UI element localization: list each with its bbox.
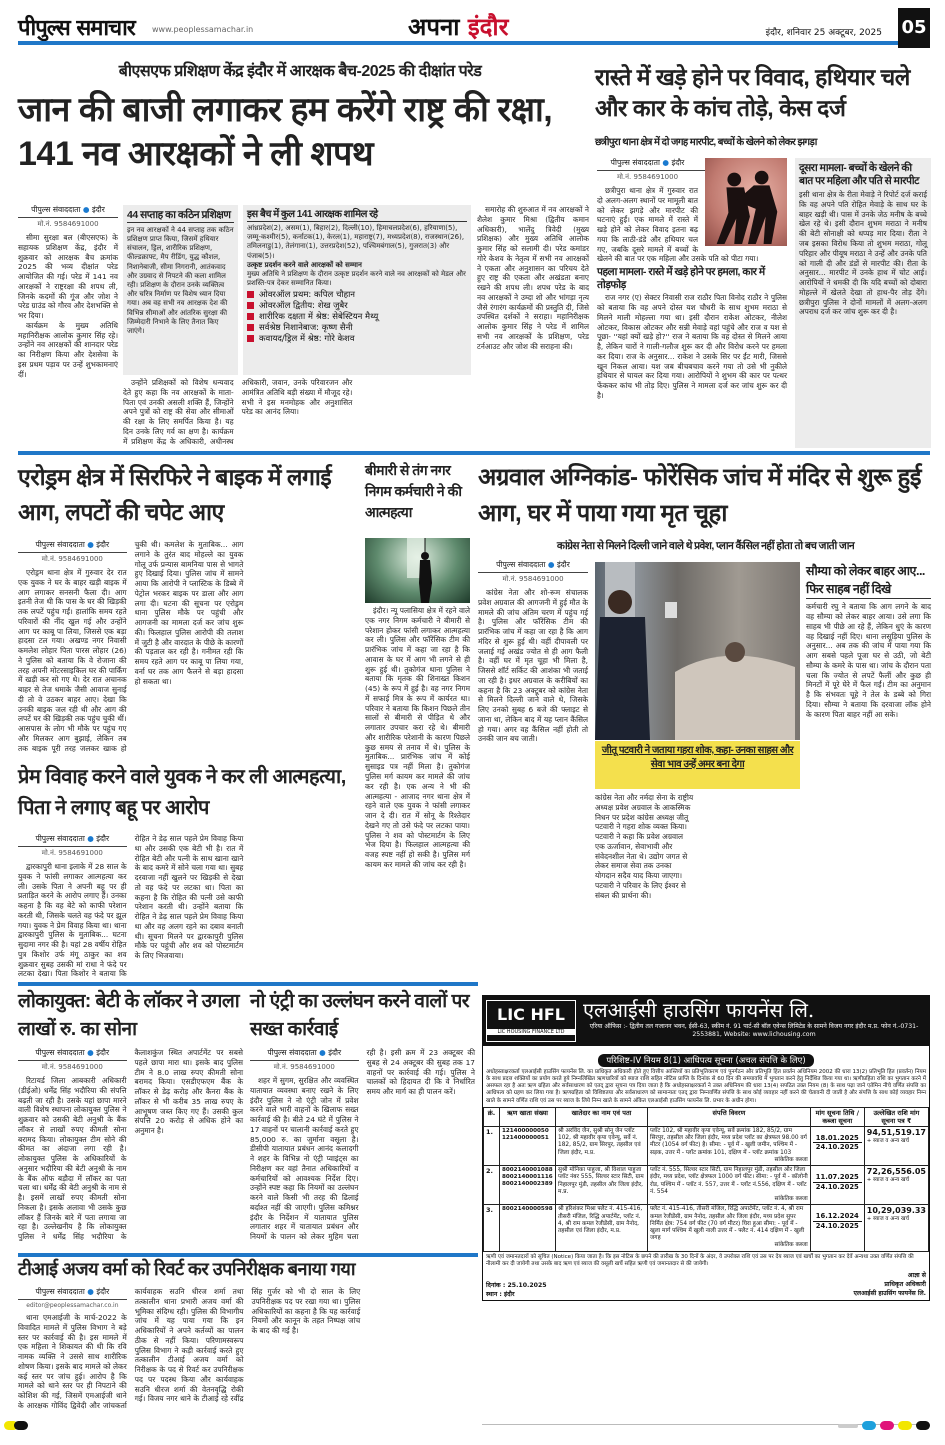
aerodrome-headline: एरोड्रम क्षेत्र में सिरफिरे ने बाइक में लगाई आग, लपटों की चपेट आए	[18, 464, 332, 525]
sidebar-body: कर्मचारी रघु ने बताया कि आग लगने के बाद वह सौम्या को लेकर बाहर आया। उसे लगा कि साहब भी पीछे आ रहे हैं, लेकिन धुएं के कारण वह दिखाई नहीं दिए। थाना लसूड़िया पुलिस के अनुसार... अब तक की जांच में पाया गया कि आग सबसे पहले पूजा घर से उठी, जो बेटी सौम्या के कमरे के पास था। जांच के दौरान पता चला कि ज्योत से लपटें फैलीं और कुछ ही मिनटों में पूरे घेरे में फैल गईं। टीम का अनुमान है कि संभवतः चूहे ने तेल के डब्बे को गिरा दिया। सौम्या ने बताया कि दरवाजा लॉक होने के कारण पिता बाहर नहीं आ सके।	[806, 602, 931, 719]
section-title-part1: अपना	[408, 13, 468, 41]
bsf-body-1: सीमा सुरक्षा बल (बीएसएफ) के सहायक प्रशिक्षण केंद्र, इंदौर में शुक्रवार को आरक्षक बैच क्रमांक 2025 की भव्य दीक्षांत परेड आयोजित की गई। परेड में 141 नव आरक्षकों ने राष्ट्ररक्षा की शपथ ली, जिनके कदमों की गूंज और जोश ने परेड ग्राउंड को गौरव और देशभक्ति से भर दिया।	[18, 233, 118, 321]
byline: पीपुल्स संवाददाता ● इंदौर	[18, 1048, 127, 1061]
bsf-col4	[477, 205, 589, 449]
byline: पीपुल्स संवाददाता ● इंदौर	[18, 1287, 127, 1300]
bullet-icon	[247, 335, 254, 342]
batch-box-title: इस बैच में कुल 141 आरक्षक शामिल रहे	[247, 209, 467, 222]
case2-box	[795, 158, 931, 448]
award-item: शारीरिक दक्षता में श्रेष्ठ: सेबेस्टियन मैथ्यू	[247, 312, 467, 323]
lic-address: एरिया ऑफिस :- द्वितीय तल गजानन भवन, ईसी-63, स्कीम नं. 91 पार्ट-सी बॉल एवेन्स लिमिटेड के सामने विजय नगर इंदौर म.प्र. फोन नं.-0731-2553881, Website: www.lichousing.com	[589, 1023, 919, 1039]
bullet-icon	[247, 302, 254, 309]
cell-amount: 94,51,519.17 + ब्याज व अन्य खर्च	[864, 1126, 928, 1165]
bsf-lower-cols	[123, 378, 471, 449]
bsf-body-3: समारोह की शुरुआत में नव आरक्षकों ने शैलेश कुमार मिश्रा (द्वितीय कमान अधिकारी), भालेंदु त्रिवेदी (मुख्य प्रशिक्षक) और मुख्य अतिथि आलोक कुमार सिंह को सलामी दी। परेड कमांडर गोरे केशव के नेतृत्व में सभी नव आरक्षकों ने एकता और अनुशासन का परिचय देते हुए राष्ट्र की एकता और अखंडता बनाए रखने की शपथ ली। शपथ परेड के बाद नव आरक्षकों ने उम्दा शो और भांगड़ा नृत्य जैसे रंगारंग कार्यक्रमों की प्रस्तुति दी, जिसे उपस्थित दर्शकों ने सराहा। महानिरीक्षक आलोक कुमार सिंह ने परेड में शामिल सभी नव आरक्षकों के प्रशिक्षण, परेड टर्नआउट और जोश की सराहना की।	[477, 205, 589, 351]
training-box-title: 44 सप्ताह का कठिन प्रशिक्षण	[127, 209, 234, 223]
case1-title: पहला मामला- रास्ते में खड़े होने पर हमला, कार में तोड़फोड़	[597, 266, 765, 291]
patwari-columns	[595, 793, 800, 978]
cell-accounts: 8002140001088 8002140001116 8002140002389	[500, 1166, 556, 1205]
notice-place: स्थान : इंदौर	[486, 1290, 515, 1298]
cell-name: श्री अरविंद जैन, सुश्री सोनू जैन प्लॉट 102, श्री महावीर कृपा एवेन्यू, सर्वे नं. 182, 85/2, ग्राम सिरपुर, तहसील एवं जिला इंदौर, म.प्र.	[556, 1126, 648, 1165]
batch-box	[243, 205, 471, 375]
table-row	[484, 1166, 929, 1205]
nagar-nigam-headline: बीमारी से तंग नगर निगम कर्मचारी ने की आत्महत्या	[365, 462, 462, 520]
table-row	[484, 1126, 929, 1165]
chhatripura-headline: रास्ते में खड़े होने पर विवाद, हथियार चले और कार के कांच तोड़े, केस दर्ज	[595, 64, 910, 122]
cell-name: श्री हरिशंकर मिश्रा फ्लैट नं. 415-416, तीसरी मंजिल, रिद्धि अपार्टमेंट, प्लॉट नं. 4, श्री राम कमल रेजीडेंसी, ग्राम नैनोद, तहसील एवं जिला इंदौर, म.प्र.	[556, 1205, 648, 1251]
col-header: ऋण खाता संख्या	[500, 1107, 556, 1126]
agrawal-col1	[478, 560, 588, 978]
no-entry-body: शहर में सुगम, सुरक्षित और व्यवस्थित यातायात व्यवस्था बनाए रखने के लिए इंदौर पुलिस ने नो एंट्री जोन में प्रवेश करने वाले भारी वाहनों के खिलाफ सख्त कार्रवाई की है। बीते 24 घंटे में पुलिस ने 17 वाहनों पर चालानी कार्रवाई करते हुए 85,000 रु. का जुर्माना वसूला है। डीसीपी यातायात प्रबंधन आनंद कलादगी ने शहर के विभिन्न नो एंट्री प्वाइंट्स का निरीक्षण कर वहां तैनात अधिकारियों व कर्मचारियों को आवश्यक निर्देश दिए। उन्होंने स्पष्ट कहा कि नियमों का उल्लंघन करने वाले किसी भी तरह की ढिलाई बर्दाश्त नहीं की जाएगी। पुलिस कमिश्नर इंदौर के निर्देशन में यातायात पुलिस लगातार शहर में यातायात प्रबंधन और नियमों के पालन को लेकर मुहिम चला रही है। इसी क्रम में 23 अक्टूबर की सुबह से 24 अक्टूबर की सुबह तक 17 वाहनों पर कार्रवाई की गई। पुलिस ने चालकों को हिदायत दी कि वे निर्धारित समय और मार्ग का ही पालन करें।	[250, 1048, 475, 1242]
byline-mobile: मो.नं. 9584691000	[616, 173, 679, 181]
section-rule	[18, 451, 930, 455]
caption-text: जीतू पटवारी ने जताया गहरा शोक, कहा- उनका साहस और सेवा भाव उन्हें अमर बना देगा	[601, 745, 794, 770]
ti-body: थाना एमआईजी के मार्च-2022 के विवादित मामले में पुलिस विभाग ने बड़े स्तर पर कार्रवाई की है। इस मामले में एक महिला ने शिकायत की थी कि रवि नामक व्यक्ति ने उससे साथ शारीरिक शोषण किया। इसके बाद मामले को लेकर कई स्तर पर जांच हुई। आरोप है कि मामले को थाने स्तर पर ही निपटाने की कोशिश की गई, जिसमें एमआईजी थाने के आरक्षक गोविंद द्विवेदी और जांचकर्ता कार्यवाहक सउनि धीरज शर्मा तथा तत्कालीन थाना प्रभारी अजय वर्मा की भूमिका संदिग्ध रही। पुलिस की विभागीय जांच में यह पाया गया कि इन अधिकारियों ने अपने कर्तव्यों का पालन ठीक से नहीं किया। परिणामस्वरूप पुलिस विभाग ने कड़ी कार्रवाई करते हुए तत्कालीन टीआई अजय वर्मा को निरीक्षक के पद से रिवर्ट कर उपनिरीक्षक पद पर पदस्थ किया और कार्यवाहक सउनि धीरज शर्मा की वेतनवृद्धि रोकी गई। विजय नगर थाने के टीआई रहे रवींद्र सिंह गुर्जर को भी दो साल के लिए उपनिरीक्षक पद पर रखा गया था। पुलिस अधिकारियों का कहना है कि यह कार्रवाई नियमों और कानून के तहत निष्पक्ष जांच के बाद की गई है।	[18, 1287, 361, 1410]
award-list	[247, 290, 467, 345]
sign-line: आज्ञा से	[907, 1271, 926, 1279]
col-header: संपत्ति विवरण	[648, 1107, 811, 1126]
ti-columns	[18, 1287, 477, 1413]
byline-mobile: मो.नं. 9584691000	[502, 575, 564, 583]
lic-ad-header	[483, 996, 929, 1046]
lic-title: एलआईसी हाउसिंग फायनेंस लि.	[583, 998, 815, 1022]
training-box-text: इन नव आरक्षकों ने 44 सप्ताह तक कठिन प्रशिक्षण प्राप्त किया, जिसमें हथियार संचालन, ड्रिल, शारीरिक प्रशिक्षण, फील्डक्राफ्ट, मैप रीडिंग, युद्ध कौशल, निशानेबाजी, सीमा निगरानी, आतंकवाद और उग्रवाद से निपटने की कला शामिल रही। प्रशिक्षण के दौरान उनके व्यक्तित्व और चरित्र निर्माण पर विशेष ध्यान दिया गया। अब वह सभी नव आरक्षक देश की विभिन्न सीमाओं और आंतरिक सुरक्षा की जिम्मेदारी निभाने के लिए तैनात किए जाएंगे।	[127, 225, 234, 336]
cell-dates: 18.01.2025 24.10.2025	[810, 1126, 864, 1165]
bsf-headline: जान की बाजी लगाकर हम करेंगे राष्ट्र की रक्षा, 141 नव आरक्षकों ने ली शपथ	[18, 91, 553, 174]
case2-text: इसी थाना क्षेत्र के रीता मेवाड़े ने रिपोर्ट दर्ज कराई कि वह अपने पति रोहित मेवाड़े के साथ घर के बाहर खड़ी थी। पास में उनके जेठ मनीष के बच्चे खेल रहे थे। इसी दौरान शुभम मराठा ने मनीष की बेटी सोनाक्षी को थप्पड़ मार दिया। रीता ने जब इसका विरोध किया तो शुभम मराठा, गोलू परिहार और पीयूष मराठा ने उन्हें और उनके पति को गाली दी और डंडों से मारपीट की। रीता के अनुसार... मारपीट में उनके हाथ में चोट आई। आरोपियों ने धमकी दी कि यदि बच्चों को दोबारा मोहल्ले में खेलते देखा तो हाथ-पैर तोड़ देंगे। छत्रीपुरा पुलिस ने दोनों मामलों में अलग-अलग अपराध दर्ज कर जांच शुरू कर दी है।	[799, 190, 927, 317]
bsf-body-2: कार्यक्रम के मुख्य अतिथि महानिरीक्षक आलोक कुमार सिंह रहे। उन्होंने नव आरक्षकों की शानदार परेड का निरीक्षण किया और देशसेवा के इस प्रथम पड़ाव पर उन्हें शुभकामनाएं दीं।	[18, 320, 118, 379]
registration-mark	[838, 1424, 858, 1428]
ti-ajay-headline: टीआई अजय वर्मा को रिवर्ट कर उपनिरीक्षक बनाया गया	[18, 1259, 355, 1279]
byline: पीपुल्स संवाददाता ● इंदौर	[478, 560, 588, 573]
notice-sign-block	[483, 1270, 929, 1300]
cell-no: 1.	[484, 1126, 500, 1165]
batch-states: आंध्रप्रदेश(2), असम(1), बिहार(2), दिल्ली(10), हिमाचलप्रदेश(6), हरियाणा(5), जम्मू-कश्मीर(5), कर्नाटक(1), केरल(1), महाराष्ट्र(7), मध्यप्रदेश(8), राजस्थान(26), तमिलनाडु(1), तेलंगाना(1), उत्तरप्रदेश(52), पश्चिमबंगाल(5), गुजरात(3) और पंजाब(5)।	[247, 224, 465, 260]
lic-logo-text: LIC HFL	[497, 1005, 565, 1024]
chhatripura-subhead: छत्रीपुरा थाना क्षेत्र में दो जगह मारपीट, बच्चों के खेलने को लेकर झगड़ा	[595, 137, 817, 148]
byline: पीपुल्स संवाददाता ● इंदौर	[18, 834, 127, 847]
table-row	[484, 1205, 929, 1251]
notice-footer: ऋणी एवं जमानतदारों को सूचित (Notice) किया जाता है। कि इस नोटिस के छपने की तारीख के 30 दिनों के अंदर, वे उपरोक्त राशि एवं उस पर देय ब्याज एवं खर्चों का भुगतान कर देवें अन्यथा उक्त वर्णित संपत्ति की नीलामी कर दी जायेगी तथा उसके बाद ऋण एवं ब्याज की वसूली खर्चे सहित ऋणी एवं जमानतदार से की जायेगी।	[486, 1253, 914, 1267]
masthead-rule	[18, 41, 898, 45]
nagar-nigam-body: इंदौर। न्यू पलासिया क्षेत्र में रहने वाले एक नगर निगम कर्मचारी ने बीमारी से परेशान होकर फांसी लगाकर आत्महत्या कर ली। पुलिस और फॉरेंसिक टीम की प्रारंभिक जांच में कहा जा रहा है कि आवास के घर में आग भी लगने से ही शुरू हुई थी। तुकोगंज थाना पुलिस ने बताया कि मृतक की शिनाख्त किशन (45) के रूप में हुई है। वह नगर निगम में सफाई मित्र के रूप में कार्यरत था। परिवार ने बताया कि किशन पिछले तीन सालों से बीमारी से पीड़ित थे और लगातार उपचार करा रहे थे। बीमारी और शारीरिक परेशानी के कारण पिछले कुछ समय से तनाव में थे। पुलिस के मुताबिक... प्रारंभिक जांच में कोई सुसाइड पत्र नहीं मिला है। तुकोगंज पुलिस मर्ग कायम कर मामले की जांच कर रही है। एक अन्य ने भी की आत्महत्या - आजाद नगर थाना क्षेत्र में रहने वाले एक युवक ने फांसी लगाकर जान दे दी। रात में सोनू के रिश्तेदार देखने गए तो उसे फंदे पर लटका पाया। पुलिस ने शव को पोस्टमार्टम के लिए भेज दिया है। फिलहाल आत्महत्या की वजह स्पष्ट नहीं हो सकी है। पुलिस मर्ग कायम कर मामले की जांच कर रही है।	[365, 606, 470, 869]
byline-email[interactable]: editor@peoplessamachar.co.in	[26, 1302, 119, 1309]
cell-property: प्लॉट नं. 555, सिल्वर स्टार सिटी, ग्राम निहालपुर मुंडी, तहसील और जिला इंदौर, मध्य प्रदेश, प्लॉट क्षेत्रफल 1000 वर्ग फीट। सीमा: - पूर्व में - कॉलोनी रोड, पश्चिम में - प्लॉट नं. 557, उत्तर में - प्लॉट नं.556, दक्षिण में - प्लॉट नं. 554 सांकेतिक कब्जा	[648, 1166, 811, 1205]
registration-mark	[916, 1421, 930, 1430]
newspaper-logo: पीपुल्स समाचार	[18, 16, 135, 41]
case1-text: राज नगर (ए) सेक्टर निवासी राज राठौर पिता विनोद राठौर ने पुलिस को बताया कि वह अपने दोस्त यश चौधरी के साथ शुभम मराठा से मिलने माली मोहल्ला गया था। इसी दौरान राकेश ओटकर, नीलेश ओटकर, विकास ओटकर और सन्नी मेवाड़े वहां पहुंचे और राज व यश से पूछा- ''यहां क्यों खड़े हो?'' राज ने बताया कि वह दोस्त से मिलने आया है, लेकिन चारों ने गाली-गलौज शुरू कर दी और विरोध करने पर हमला कर दिया। राज के अनुसार... राकेश ने उसके सिर पर ईंट मारी, जिससे खून निकल आया। यश जब बीचबचाव करने गया तो उसे भी नुकीले हथियार से घायल कर दिया गया। आरोपियों ने शुभम की कार पर पत्थर फेंककर कांच भी तोड़ दिए। पुलिस ने मामला दर्ज कर जांच शुरू कर दी है।	[597, 293, 787, 400]
hospital-photo	[595, 562, 800, 740]
col-header: उल्लेखित राशि मांग सूचना पत्र ₹	[864, 1107, 928, 1126]
case2-title: दूसरा मामला- बच्चों के खेलने की बात पर महिला और पति से मारपीट	[799, 162, 919, 187]
award-item: सर्वश्रेष्ठ निशानेबाज: कृष्ण सैनी	[247, 323, 467, 334]
bullet-icon	[247, 291, 254, 298]
bullet-icon	[247, 313, 254, 320]
registration-mark	[880, 1421, 894, 1430]
notice-title-wrap	[483, 1048, 929, 1067]
bsf-body-4: उन्होंने प्रशिक्षकों को विशेष धन्यवाद देते हुए कहा कि नव आरक्षकों के माता-पिता एवं उनकी असली शक्ति हैं, जिन्होंने अपने पुत्रों को राष्ट्र की सेवा और सीमाओं की रक्षा के लिए समर्पित किया है। यह दिन उनके लिए गर्व का क्षण है। कार्यक्रम में प्रशिक्षण केंद्र के अधिकारी, अधीनस्थ अधिकारी, जवान, उनके परिवारजन और आमंत्रित अतिथि बड़ी संख्या में मौजूद रहे। सभी ने इस मनमोहक और अनुशासित परेड का आनंद लिया।	[123, 378, 353, 446]
cell-amount: 72,26,556.05 + ब्याज व अन्य खर्च	[864, 1166, 928, 1205]
registration-mark	[862, 1421, 876, 1430]
byline-mobile: मो.नं. 9584691000	[41, 555, 103, 563]
lic-logo-subtext: LIC HOUSING FINANCE LTD	[487, 1029, 575, 1035]
cell-property: प्लॉट 102, श्री महावीर कृपा एवेन्यू, सर्वे क्रमांक 182, 85/2, ग्राम सिरपुर, तहसील और जिला इंदौर, मध्य प्रदेश प्लॉट का क्षेत्रफल 98.00 वर्ग मीटर (1054 वर्ग फीट) है। सीमा: - पूर्व में - खुली जमीन, पश्चिम में - सड़क, उत्तर में - प्लॉट क्रमांक 101, दक्षिण में - प्लॉट क्रमांक 103 सांकेतिक कब्जा	[648, 1126, 811, 1165]
award-item: कवायद/ड्रिल में श्रेष्ठ: गोरे केशव	[247, 334, 467, 345]
scuffle-photo	[705, 158, 787, 246]
website-url[interactable]: www.peoplessamachar.in	[152, 25, 254, 34]
notice-title: परिशिष्ट-IV नियम 8(1) आधिपत्य सूचना (अचल संपत्ति के लिए)	[598, 1054, 813, 1067]
section-rule	[18, 1253, 478, 1257]
award-item: ओवरऑल द्वितीय: शेख जुबैर	[247, 301, 467, 312]
agrawal-headline: अग्रवाल अग्निकांड- फोरेंसिक जांच में मंदिर से शुरू हुई आग, घर में पाया गया मृत चूहा	[478, 464, 922, 527]
byline: पीपुल्स संवाददाता ● इंदौर	[18, 205, 118, 218]
award-item: ओवरऑल प्रथम: कपिल चौहान	[247, 290, 467, 301]
lic-ad	[482, 995, 930, 1301]
notice-intro: अधोहस्ताक्षरकर्ता एलआईसी हाउसिंग फायनेंस लि. का प्राधिकृत अधिकारी होते हुए वित्तीय आस्तियों का प्रतिभूतिकरण एवं पुनर्गठन और प्रतिभूति हित प्रवर्तन अधिनियम 2002 की धारा 13(2) प्रतिभूति हित (प्रवर्तन) नियम के साथ प्रदत्त शक्तियों का प्रयोग करते हुये निम्नलिखित ऋणधारियों को ब्याज राशि सहित नोटिस प्राप्ति के दिनांक से 60 दिन की समयावधि में भुगतान करने हेतु निर्देशित किया गया था। ऋणीप्रहिता राशि का भुगतान करने में असफल रहा है अतः ऋण ग्रहिता और सर्वसाधारण को एतद् द्वारा सूचना पत्र दिया जाता है कि अधोहस्ताक्षरकर्ता ने उक्त अधिनियम की धारा 13(4) सपठित उक्त नियम (8) के साथ पढ़ा जाने एतेमिन नीचे वर्णित संपत्ति का आधिपत्य को ग्रहण कर लिया गया है। ऋणग्रहिता को विशिष्टतया और सर्वसाधारण को सामान्यतः एतद् द्वारा निम्नवर्णित संपत्ति के साथ कोई व्यवहार नहीं करने की चेतावनी दी जाती है और संपत्ति के साथ कोई व्यवहार निम्न खाते के सामने वर्णित राशि एवं उस पर ब्याज के लिये निम्न खाते के सामने अंकित एलआईसी हाउसिंग फायनेंस लि. प्रभार के अधीन होगा।	[486, 1069, 926, 1104]
table-header	[484, 1107, 929, 1126]
masthead	[18, 8, 930, 44]
agrawal-sidebar	[806, 562, 931, 978]
cell-dates: 16.12.2024 24.10.2025	[810, 1205, 864, 1251]
hanging-photo	[365, 538, 470, 603]
col-header: खातेदार का नाम एवं पता	[556, 1107, 648, 1126]
byline-mobile: मो.नं. 9584691000	[273, 1063, 335, 1071]
no-entry-headline: नो एंट्री का उल्लंघन करने वालों पर सख्त कार्रवाई	[250, 991, 470, 1040]
page-number: 05	[898, 8, 930, 48]
registration-mark	[898, 1421, 912, 1430]
byline-mobile: मो.नं. 9584691000	[37, 220, 99, 228]
love-body: द्वारकापुरी थाना इलाके में 28 साल के युवक ने फांसी लगाकर आत्महत्या कर ली। उसके पिता ने अपनी बहू पर ही प्रताड़ित करने के आरोप लगाए हैं। उनका कहना है कि वह बेटे को काफी परेशान करती थी, जिसके चलते वह फंदे पर झूल गया। युवक ने प्रेम विवाह किया था। थाना द्वारकापुरी पुलिस के मुताबिक... घटना सुदामा नगर की है। यहां 28 वर्षीय रोहित पुत्र किशोर उर्फ मंगू ठाकुर का शव शुक्रवार सुबह उसकी मां राधा ने फंदे पर लटका देखा। पिता किशोर ने बताया कि रोहित ने डेढ़ साल पहले प्रेम विवाह किया था और उसकी एक बेटी भी है। रात में रोहित बेटी और पत्नी के साथ खाना खाने के बाद कमरे में सोने चला गया था। सुबह दरवाजा नहीं खुलने पर खिड़की से देखा तो वह फंदे पर लटका था। पिता का कहना है कि रोहित की पत्नी उसे काफी परेशान करती थी। उन्होंने बताया कि रोहित ने डेढ़ साल पहले प्रेम विवाह किया था और वह अलग रहने का दबाव बनाती थी। सूचना मिलने पर द्वारकापुरी पुलिस मौके पर पहुंची और शव को पोस्टमार्टम के लिए भिजवाया।	[18, 834, 244, 979]
notice-date: दिनांक : 25.10.2025	[486, 1281, 547, 1289]
lic-table	[483, 1107, 929, 1252]
bullet-icon	[247, 324, 254, 331]
training-box	[123, 205, 238, 375]
cell-no: 2.	[484, 1166, 500, 1205]
cell-property: फ्लैट नं. 415-416, तीसरी मंजिल, रिद्धि अपार्टमेंट, प्लॉट नं. 4, श्री राम कमल रेजीडेंसी, ग्राम नैनोद, तहसील और जिला इंदौर, मध्य प्रदेश सुपर निर्मित क्षेत्र: 754 वर्ग फीट (70 वर्ग मीटर) घिरा हुआ सीमा: - पूर्व में - खुला मार्ग पश्चिम में खुली नाली उत्तर में - फ्लैट नं. 414 दक्षिण में - खुली जगह सांकेतिक कब्जा	[648, 1205, 811, 1251]
lokayukta-body: रिटायर्ड जिला आबकारी अधिकारी (डीईओ) धर्मेंद्र सिंह भदौरिया की संपत्ति बढ़ती जा रही है। उसके यहां छापा मारने वाली विशेष स्थापना लोकायुक्त पुलिस ने शुक्रवार को उसकी बेटी अनुश्री के बैंक लॉकर से लाखों रुपए कीमती सोना बरामद किया। लोकायुक्त टीम सोने की कीमत का अंदाजा लगा रही है। लोकायुक्त पुलिस के अधिकारियों के अनुसार भदौरिया की बेटी अनुश्री के नाम के बैंक ऑफ बड़ौदा में लॉकर का पता चला था। धर्मेंद्र की बेटी अनुश्री के नाम से है। इसमें लाखों रुपए कीमती सोना निकला है। इसके अलावा भी उसके कुछ लॉकर हैं जिनके बारे में पता लगाया जा रहा है। उल्लेखनीय है कि लोकायुक्त पुलिस ने धर्मेंद्र सिंह भदौरिया के कैलाशकुंज स्थित अपार्टमेंट पर सबसे पहले छापा मारा था। इसके बाद पुलिस टीम ने 8.0 लाख रुपए कीमती सोना बरामद किया। एसडीएफएम बैंक के लॉकर से डेढ़ करोड़ और कैनरा बैंक के लॉकर से भी करीब 35 लाख रुपए के आभूषण जब्त किए गए हैं। उसकी कुल संपत्ति 20 करोड़ से अधिक होने का अनुमान है।	[18, 1048, 243, 1242]
sign-line: एलआईसी हाउसिंग फायनेंस लि.	[853, 1289, 926, 1297]
agrawal-body: कांग्रेस नेता और शो-रूम संचालक प्रवेश अग्रवाल की आगजनी में हुई मौत के मामले की जांच अंतिम चरण में पहुंच गई है। पुलिस और फॉरेंसिक टीम की प्रारंभिक जांच में कहा जा रहा है कि आग मंदिर से शुरू हुई थी। वहीं दीपावली पर जलाई गई अखंड ज्योत से ही आग फैली है। वहीं घर में मृत चूहा भी मिला है, जिससे शॉर्ट सर्किट की आशंका भी जताई जा रही है। इधर अग्रवाल के करीबियों का कहना है कि 23 अक्टूबर को कांग्रेस नेता से मिलने दिल्ली जाने वाले थे, जिसके लिए उनको सुबह 6 बजे की फ्लाइट से जाना था, लेकिन बाद में यह प्लान कैंसिल हो गया। अगर वह कैंसिल नहीं होती तो उनकी जान बच जाती।	[478, 588, 588, 744]
cell-amount: 10,29,039.33 + ब्याज व अन्य खर्च	[864, 1205, 928, 1251]
byline: पीपुल्स संवाददाता ● इंदौर	[250, 1048, 359, 1061]
col-header: मांग सूचना तिथि / कब्जा सूचना	[810, 1107, 864, 1126]
aerodrome-body: एरोड्रम थाना क्षेत्र में गुरुवार देर रात एक युवक ने घर के बाहर खड़ी बाइक में आग लगाकर सनसनी फैला दी। आग इतनी तेज थी कि पास के घर की खिड़की तक लपटें पहुंच गईं। हालांकि समय रहते परिवारों की नींद खुल गई और उन्होंने आग पर काबू पा लिया, जिससे एक बड़ा हादसा टल गया। अखण्ड नगर निवासी कमलेश लोहार पिता पारस लोहार (26) ने पुलिस को बताया कि वे रोजाना की तरह अपनी मोटरसाइकिल घर की पार्किंग में खड़ी कर सो गए थे। देर रात अचानक बाहर से तेज धमाके जैसी आवाज सुनाई दी तो वे उठकर बाहर आए। देखा कि उनकी बाइक जल रही थी और आग की लपटें घर की खिड़की तक पहुंच चुकी थीं। आसपास के लोग भी मौके पर पहुंच गए और मिलकर आग बुझाई, लेकिन तब तक बाइक पूरी तरह जलकर खाक हो चुकी थी। कमलेश के मुताबिक... आग लगाने के तुरंत बाद मोहल्ले का युवक गोलू उर्फ प्रन्यास बामनिया पास से भागते हुए दिखाई दिया। पुलिस जांच में सामने आया कि आरोपी ने प्लास्टिक के डिब्बे में पेट्रोल भरकर बाइक पर डाला और आग लगा दी। घटना की सूचना पर एरोड्रम थाना पुलिस मौके पर पहुंची और आगजनी का मामला दर्ज कर जांच शुरू की। फिलहाल पुलिस आरोपी की तलाश में जुटी है और वारदात के पीछे के कारणों की पड़ताल कर रही है। गनीमत रही कि समय रहते आग पर काबू पा लिया गया, वर्ना घर तक आग फैलने से बड़ा हादसा हो सकता था।	[18, 540, 244, 753]
section-title	[408, 10, 508, 43]
byline: पीपुल्स संवाददाता ● इंदौर	[597, 158, 787, 171]
aerodrome-columns	[18, 540, 360, 755]
patwari-body: कांग्रेस नेता और नर्मदा सेना के राष्ट्रीय अध्यक्ष प्रवेश अग्रवाल के आकस्मिक निधन पर प्रदेश कांग्रेस अध्यक्ष जीतू पटवारी ने गहरा शोक व्यक्त किया। पटवारी ने कहा कि प्रवेश अग्रवाल एक ऊर्जावान, सेवाभावी और संवेदनशील नेता थे। उद्योग जगत से लेकर समाज सेवा तक उनका योगदान सदैव याद किया जाएगा। पटवारी ने परिवार के लिए ईश्वर से संबल की प्रार्थना की।	[595, 793, 694, 900]
sidebar-title: सौम्या को लेकर बाहर आए... फिर साहब नहीं दिखे	[806, 562, 931, 599]
byline-mobile: मो.नं. 9584691000	[41, 849, 103, 857]
lokayukta-headline: लोकायुक्त: बेटी के लॉकर ने उगला लाखों रु. का सोना	[18, 991, 240, 1040]
dateline: इंदौर, शनिवार 25 अक्टूबर, 2025	[765, 28, 882, 38]
bsf-kicker: बीएसएफ प्रशिक्षण केंद्र इंदौर में आरक्षक बैच-2025 की दीक्षांत परेड	[118, 63, 482, 80]
section-title-part2: इंदौर	[467, 13, 509, 41]
nagar-nigam-column	[365, 606, 470, 978]
registration-mark	[14, 1421, 28, 1430]
lokayukta-columns	[18, 1048, 243, 1251]
lic-logo	[486, 1000, 576, 1042]
agrawal-subhead: कांग्रेस नेता से मिलने दिल्ली जाने वाले थे प्रवेश, प्लान कैंसिल नहीं होता तो बच जाती जान	[556, 540, 855, 552]
honor-text: मुख्य अतिथि ने प्रशिक्षण के दौरान उत्कृष्ट प्रदर्शन करने वाले नव आरक्षकों को मेडल और प्रशस्ति-पत्र देकर सम्मानित किया।	[247, 270, 466, 288]
cell-dates: 11.07.2025 24.10.2025	[810, 1166, 864, 1205]
love-marriage-headline: प्रेम विवाह करने वाले युवक ने कर ली आत्महत्या, पिता ने लगाए बहू पर आरोप	[18, 766, 346, 819]
no-entry-columns	[250, 1048, 475, 1251]
chhatripura-main	[597, 158, 787, 448]
cell-no: 3.	[484, 1205, 500, 1251]
byline-mobile: मो.नं. 9584691000	[41, 1063, 103, 1071]
col-header: क्रं.	[484, 1107, 500, 1126]
patwari-caption	[595, 741, 800, 789]
bsf-col1	[18, 205, 118, 449]
honor-title: उत्कृष्ट प्रदर्शन करने वाले आरक्षकों को सम्मान	[247, 260, 362, 269]
cell-accounts: 121400000050 121400000051	[500, 1126, 556, 1165]
chhatripura-intro: छत्रीपुरा थाना क्षेत्र में गुरुवार रात दो अलग-अलग स्थानों पर मामूली बात को लेकर झगड़े और मारपीट की घटनाएं हुईं। एक मामले में रास्ते में खड़े होने को लेकर विवाद इतना बढ़ गया कि लाठी-डंडे और हथियार चल गए, जबकि दूसरे मामले में बच्चों के खेलने की बात पर एक महिला और उसके पति को पीटा गया।	[597, 186, 759, 264]
sign-line: प्राधिकृत अधिकारी	[884, 1280, 926, 1288]
cell-name: सुश्री मोनिका पाहुजा, श्री विशाल पाहुजा प्लॉट नंबर 555, सिल्वर स्टार सिटी, ग्राम निहालपुर मुंडी, तहसील और जिला इंदौर, म.प्र.	[556, 1166, 648, 1205]
section-rule	[18, 982, 478, 986]
cell-accounts: 8002140000598	[500, 1205, 556, 1251]
byline: पीपुल्स संवाददाता ● इंदौर	[18, 540, 127, 553]
love-columns	[18, 834, 360, 980]
